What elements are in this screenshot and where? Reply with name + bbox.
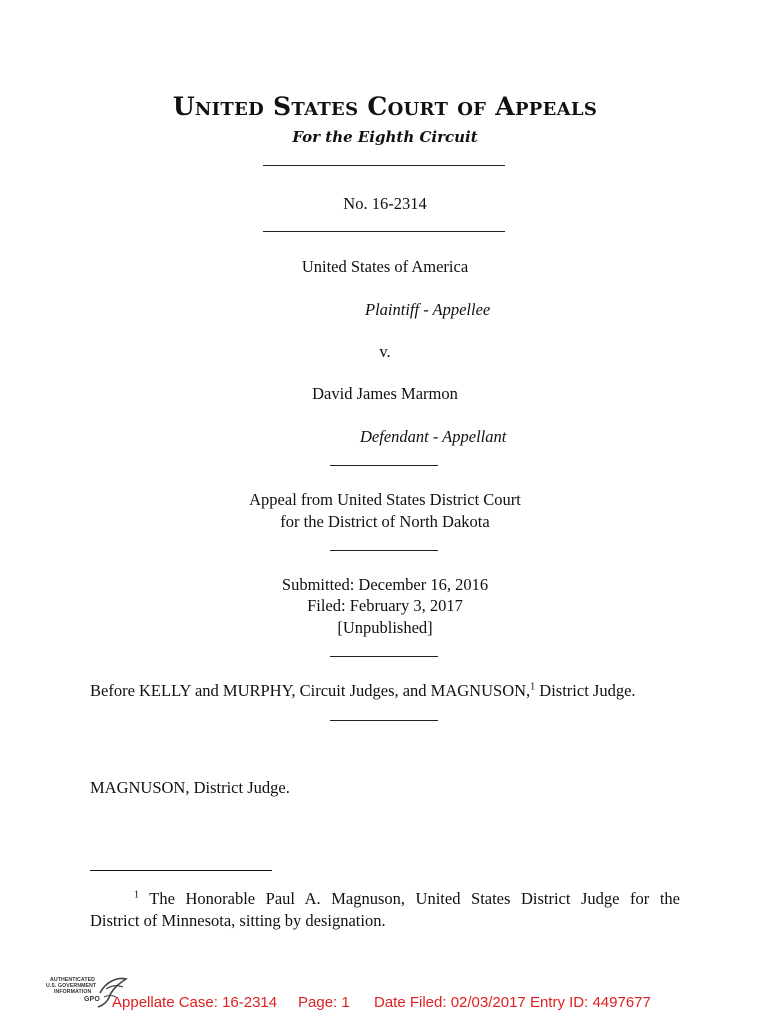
footer-date-filed: Date Filed: 02/03/2017 Entry ID: 4497677 <box>374 994 651 1011</box>
footnote-line-2: District of Minnesota, sitting by designation. <box>90 911 386 930</box>
panel-text-after: District Judge. <box>535 681 636 700</box>
circuit-subtitle: For the Eighth Circuit <box>292 128 478 146</box>
plaintiff-name: United States of America <box>301 257 469 276</box>
appeal-line-1: Appeal from United States District Court <box>249 490 521 509</box>
footnote-line-1: $^1$ The Honorable Paul A. Magnuson, United States District Judge for the <box>134 889 681 908</box>
divider-rule <box>263 165 505 166</box>
versus-label: v. <box>379 342 391 361</box>
publication-status: [Unpublished] <box>337 618 433 637</box>
court-title: United States Court of Appeals <box>172 92 598 121</box>
footer-case-number: Appellate Case: 16-2314 <box>112 994 278 1011</box>
divider-rule <box>330 720 438 721</box>
opinion-author: MAGNUSON, District Judge. <box>90 778 290 797</box>
panel-text-before: Before KELLY and MURPHY, Circuit Judges, and MAGNUSON, <box>90 681 531 700</box>
plaintiff-role: Plaintiff - Appellee <box>365 300 491 319</box>
gpo-logo-line-3: INFORMATION <box>54 989 92 995</box>
panel-footnote-mark: 1 <box>530 681 536 693</box>
divider-rule <box>330 550 438 551</box>
case-number: No. 16-2314 <box>343 194 427 213</box>
divider-rule <box>263 231 505 232</box>
defendant-role: Defendant - Appellant <box>360 427 507 446</box>
gpo-logo-line-2: U.S. GOVERNMENT <box>46 983 97 989</box>
submitted-date: Submitted: December 16, 2016 <box>281 575 489 594</box>
panel-line <box>90 680 636 701</box>
footnote-divider <box>90 870 272 871</box>
footnote-mark: 1 <box>134 889 139 901</box>
gpo-logo-mark: GPO <box>84 996 100 1003</box>
divider-rule <box>330 465 438 466</box>
gpo-logo-line-1: AUTHENTICATED <box>50 977 96 983</box>
filed-date: Filed: February 3, 2017 <box>307 596 463 615</box>
defendant-name: David James Marmon <box>312 384 458 403</box>
appeal-line-2: for the District of North Dakota <box>280 512 490 531</box>
footnote <box>90 888 680 932</box>
divider-rule <box>330 656 438 657</box>
footer-page-number: Page: 1 <box>298 994 350 1011</box>
